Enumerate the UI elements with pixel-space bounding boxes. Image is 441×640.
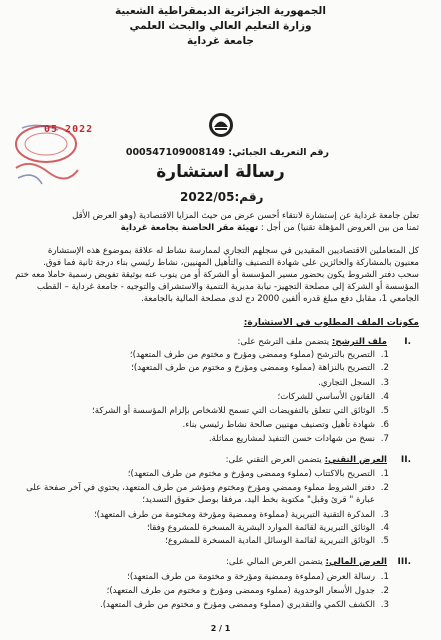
list-item: 7.نسخ من شهادات حسن التنفيذ لمشاريع مماثلة. [208, 434, 389, 444]
section-1-heading-rest: يتضمن ملف الترشح على: [237, 337, 332, 347]
list-item: 1.رسالة العرض (مملوءة وممضية ومؤرخة و مختومة من طرف المتعهد)؛ [127, 572, 389, 582]
list-item: 1.التصريح بالاكتتاب (مملوء وممضى ومؤرخ و مختوم من طرف المتعهد)؛ [127, 469, 389, 479]
list-item: 6.شهادة تأهيل وتصنيف مهنيين صالحة نشاط رئيسي بناء. [182, 420, 389, 430]
list-item: عبارة " قرئ وقبل" مكتوبة بخط اليد، مرفقا بوصل حقوق التسديد؛ [142, 495, 375, 505]
body-line-2: معنيون بالمشاركة والحائزين على شهادة التصنيف والتأهيل المهنيين، نشاط رئيسي بناء درجة ثانية فما فوق. [43, 258, 419, 268]
list-item: 2.دفتر الشروط مملوء وممضي ومؤرخ ومختوم ومؤشر من طرف المتعهد، يحتوي في آخر صفحة على [26, 483, 389, 493]
section-2-heading: العرض التقني: [324, 455, 387, 465]
list-item: 3.الكشف الكمي والتقديري (مملوء وممضى ومؤرخ و مختوم من طرف المتعهد). [99, 600, 389, 610]
body-line-4: المؤسسة أو الشركة إلى مصلحة التجهيز- نيابة مديرية التنمية والاستشراف والتوجيه - جامعة غرداية – القطب [36, 282, 419, 292]
page-title: رسالة استشارة [156, 162, 285, 182]
section-3-number: .III [397, 557, 411, 567]
section-2-title [7, 455, 387, 466]
republic-name: الجمهورية الجزائرية الديمقراطية الشعبية [115, 5, 326, 17]
intro-line-2-text: ثمنا من بين العروض المؤهلة تقنيا) من أجل : [258, 223, 419, 233]
components-heading: مكونات الملف المطلوب في الاستشارة: [243, 318, 419, 328]
university-name: جامعة غرداية [187, 35, 254, 47]
section-1-heading: ملف الترشح: [331, 337, 387, 347]
date-stamp: 05 2022 [44, 124, 94, 135]
list-item: 1.التصريح بالترشح (مملوء وممضى ومؤرخ و مختوم من طرف المتعهد)؛ [129, 350, 389, 360]
body-line-3: سحب دفتر الشروط يكون بحضور مسير المؤسسة أو الشركة أو من ينوب عنه بوثيقة تفويض رسمية حاملا معه ختم [15, 270, 419, 280]
tax-id: رقم التعريف الجبائي: 000547109008149 [125, 147, 329, 158]
section-1-number: .I [404, 337, 411, 347]
section-2-heading-rest: يتضمن العرض التقني على: [225, 455, 325, 465]
body-line-1: كل المتعاملين الاقتصاديين المقيدين في سجلهم التجاري لممارسة نشاط له علاقة بموضوع هذه الإستشارة [47, 246, 419, 256]
list-item: 3.المذكرة التقنية التبريرية (مملوءة وممضية ومؤرخة ومختومة من طرف المتعهد)؛ [93, 510, 389, 520]
list-item: 4.الوثائق التبريرية لقائمة الموارد البشرية المسخرة للمشروع وفقا؛ [146, 523, 389, 533]
list-item: 5.الوثائق التي تتعلق بالتفويضات التي تسمح للاشخاص بإلزام المؤسسة أو الشركة؛ [92, 406, 389, 416]
ministry-name: وزارة التعليم العالي والبحث العلمي [129, 20, 312, 32]
section-2-number: .II [400, 455, 411, 465]
project-subject: تهيئة مقر الحاضنة بجامعة غرداية [120, 223, 259, 233]
university-seal-icon [208, 112, 234, 138]
intro-line-2 [19, 223, 419, 234]
list-item: 5.الوثائق التبريرية لقائمة الوسائل المادية المسخرة للمشروع؛ [165, 536, 389, 546]
section-3-heading-rest: يتضمن العرض المالي على: [225, 557, 326, 567]
section-3-heading: العرض المالي: [325, 557, 387, 567]
section-1-title [7, 337, 387, 348]
page-number: 2 / 1 [210, 624, 231, 633]
letterhead [0, 4, 441, 49]
section-3-title [7, 557, 387, 568]
list-item: 2.التصريح بالنزاهة (مملوء وممضى ومؤرخ و مختوم من طرف المتعهد)؛ [131, 363, 389, 373]
list-item: 2.جدول الأسعار الوحدوية (مملوء وممضى ومؤرخ و مختوم من طرف المتعهد)؛ [106, 586, 389, 596]
body-line-5: الجامعي 1، مقابل دفع مبلغ قدره ألفين 2000 دج لدى مصلحة المالية بالجامعة. [141, 294, 419, 304]
list-item: 3.السجل التجاري. [318, 378, 389, 388]
list-item: 4.القانون الأساسي للشركات؛ [277, 392, 389, 402]
reference-number: رقم:2022/05 [180, 190, 264, 204]
intro-line-1: تعلن جامعة غرداية عن إستشارة لانتقاء أحسن عرض من حيث المزايا الاقتصادية (وهو العرض الأقل [72, 211, 419, 221]
